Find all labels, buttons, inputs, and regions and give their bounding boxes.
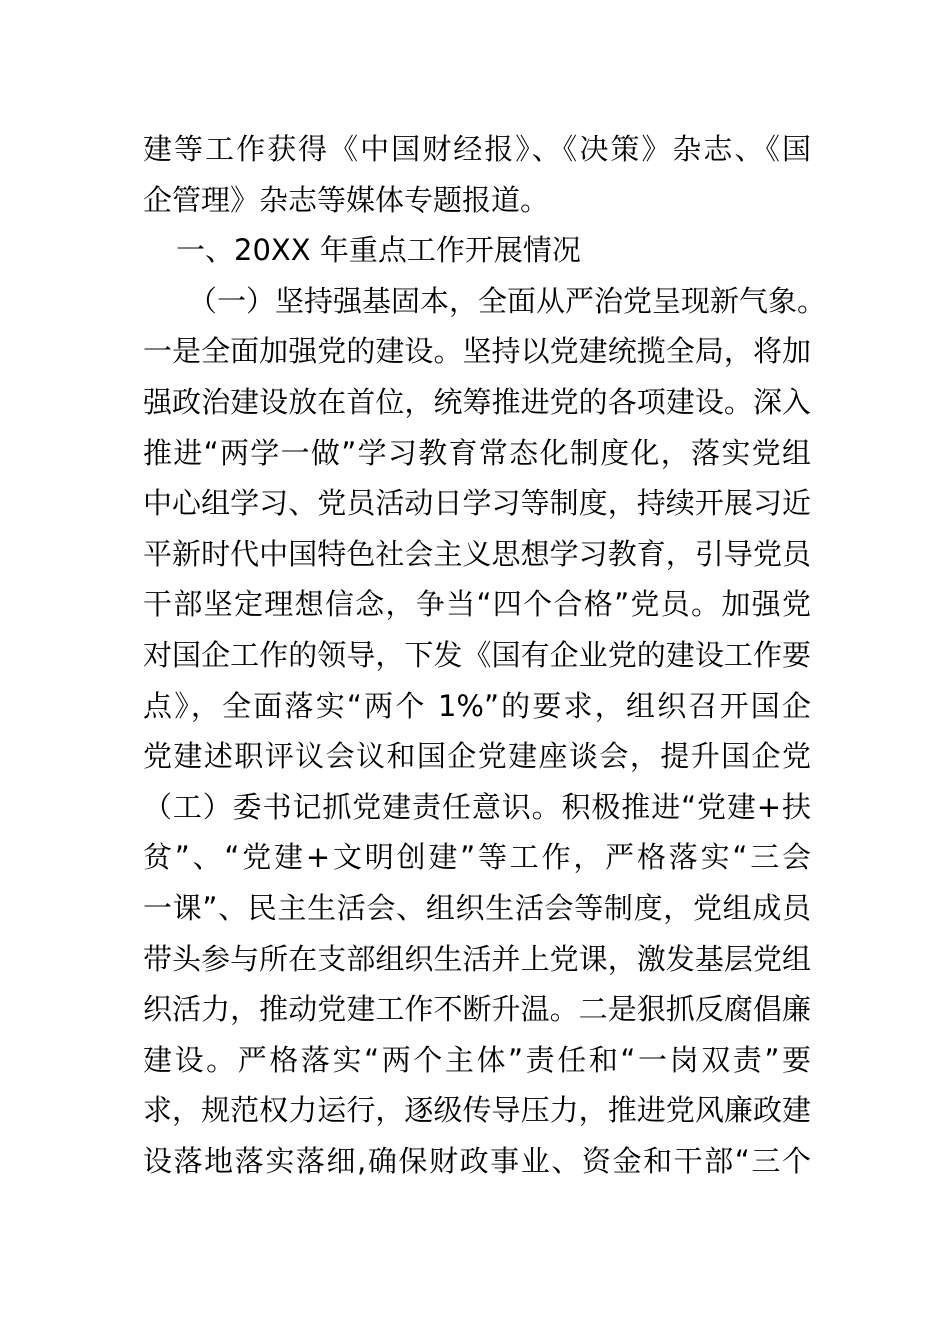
text-line: 建设。严格落实“两个主体”责任和“一岗双责”要	[143, 1042, 811, 1077]
text-line: 建等工作获得《中国财经报》、《决策》杂志、《国	[143, 132, 811, 166]
text-line: 一课”、民主生活会、组织生活会等制度，党组成员	[143, 890, 811, 925]
subsection-heading: （一）坚持强基固本，全面从严治党呈现新气象。	[188, 283, 827, 318]
text-line: 带头参与所在支部组织生活并上党课，激发基层党组	[143, 941, 811, 976]
text-line: 对国企工作的领导，下发《国有企业党的建设工作要	[143, 637, 811, 672]
text-line: 一是全面加强党的建设。坚持以党建统揽全局，将加	[143, 334, 811, 369]
text-line: 平新时代中国特色社会主义思想学习教育，引导党员	[143, 536, 811, 571]
text-line: 设落地落实落细,确保财政事业、资金和干部“三个	[143, 1143, 811, 1178]
text-line: 织活力，推动党建工作不断升温。二是狠抓反腐倡廉	[143, 992, 811, 1027]
text-line: 强政治建设放在首位，统筹推进党的各项建设。深入	[143, 384, 811, 419]
text-line: 求，规范权力运行，逐级传导压力，推进党风廉政建	[143, 1093, 811, 1128]
text-line: 干部坚定理想信念，争当“四个合格”党员。加强党	[143, 587, 811, 622]
text-line: 企管理》杂志等媒体专题报道。	[143, 182, 550, 217]
text-line: 点》，全面落实“两个 1%”的要求，组织召开国企	[143, 688, 811, 723]
text-line: 推进“两学一做”学习教育常态化制度化，落实党组	[143, 435, 811, 470]
text-line: 贫”、“党建+文明创建”等工作，严格落实“三会	[143, 840, 811, 875]
text-line: 中心组学习、党员活动日学习等制度，持续开展习近	[143, 486, 811, 521]
section-heading: 一、20XX 年重点工作开展情况	[176, 233, 581, 268]
body-text	[143, 124, 827, 1186]
text-line: 党建述职评议会议和国企党建座谈会，提升国企党	[143, 739, 811, 774]
text-line: （工）委书记抓党建责任意识。积极推进“党建+扶	[143, 789, 811, 824]
